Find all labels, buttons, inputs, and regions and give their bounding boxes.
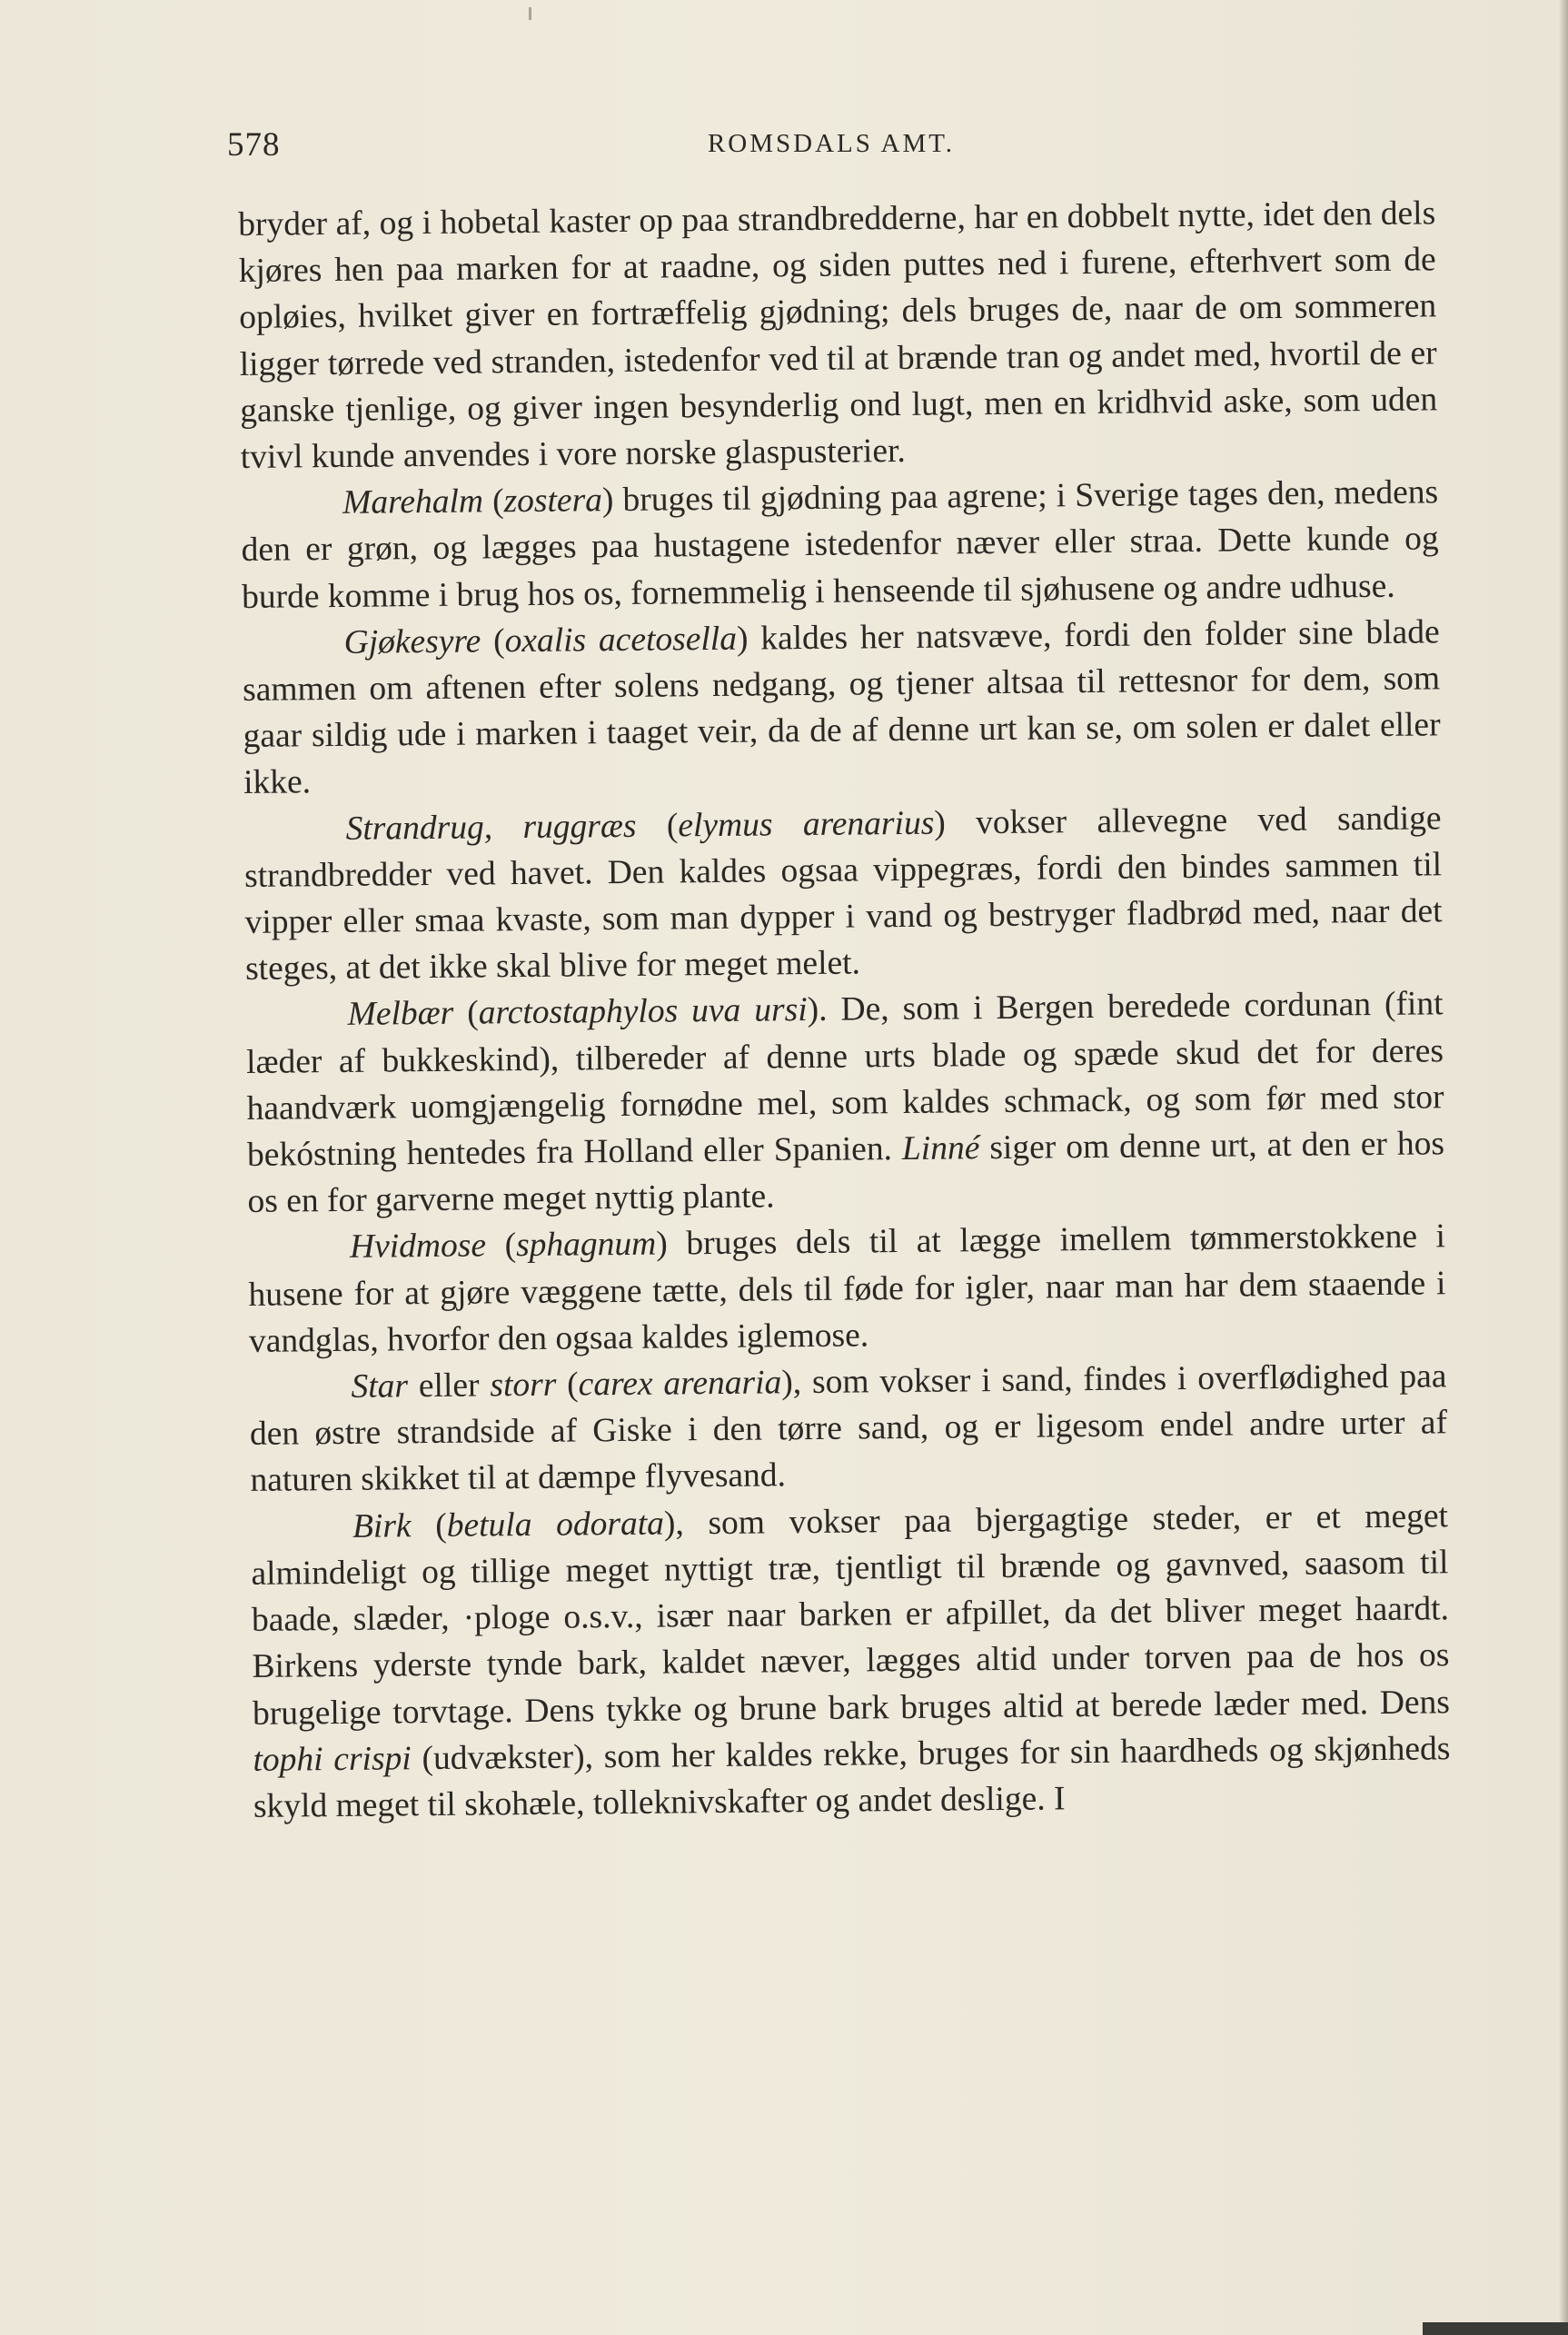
paragraph bbox=[251, 1493, 1451, 1830]
paragraph-text: ) vokser allevegne ved sandige strandbredder ved havet. Den kaldes ogsaa vippegræs, fordi den bindes sammen til vipper eller smaa kvaste, som man dypper i vand og bestryger fladbrød med, naar det steges, at det ikke skal blive for meget melet. bbox=[243, 799, 1443, 989]
paragraph bbox=[241, 470, 1439, 621]
paragraph-text: ( bbox=[453, 994, 479, 1033]
italic-term: Hvidmose bbox=[349, 1227, 487, 1267]
italic-term: Star bbox=[351, 1367, 409, 1406]
paragraph-text: ) bruges til gjødning paa agrene; i Sverige tages den, medens den er grøn, og lægges paa hustagene istedenfor næver eller straa. Dette kunde og burde komme i brug hos os, fornemmelig i henseende til sjøhusene og andre udhuse. bbox=[241, 473, 1439, 616]
paragraph bbox=[249, 1353, 1447, 1504]
paragraph-text: ( bbox=[481, 622, 505, 661]
italic-term: sphagnum bbox=[515, 1226, 657, 1265]
paragraph-text: ( bbox=[485, 1227, 517, 1265]
italic-term: oxalis acetosella bbox=[504, 620, 738, 661]
italic-term: Linné bbox=[901, 1129, 980, 1168]
italic-term: betula odorata bbox=[446, 1505, 665, 1545]
italic-term: carex arenaria bbox=[578, 1364, 782, 1404]
page-edge-shadow bbox=[1559, 0, 1568, 2335]
page-number: 578 bbox=[227, 126, 281, 164]
paragraph-text: ( bbox=[556, 1366, 579, 1404]
scan-mark bbox=[529, 7, 531, 20]
scan-border bbox=[1423, 2322, 1568, 2335]
italic-term: Melbær bbox=[347, 995, 454, 1034]
italic-term: Marehalm bbox=[342, 482, 484, 522]
body-text bbox=[238, 190, 1451, 1830]
paragraph-text: ) kaldes her natsvæve, fordi den folder sine blade sammen om aftenen efter solens nedgang, og tjener altsaa til rettesnor for dem, som gaar sildig ude i marken i taaget veir, da de af denne urt kan se, om solen er dalet eller ikke. bbox=[242, 613, 1441, 802]
italic-term: tophi crispi bbox=[253, 1739, 412, 1779]
paragraph-text: bryder af, og i hobetal kaster op paa strandbredderne, har en dobbelt nytte, idet den dels kjøres hen paa marken for at raadne, og siden puttes ned i furene, efterhvert som de opløies, hvilket giver en fortræffelig gjødning; dels bruges de, naar de om sommeren ligger tørrede ved stranden, istedenfor ved til at brænde tran og andet med, hvortil de er ganske tjenlige, og giver ingen besynderlig ond lugt, men en kridhvid aske, som uden tvivl kunde anvendes i vore norske glaspusterier. bbox=[238, 194, 1438, 477]
paragraph-text: eller bbox=[407, 1366, 491, 1406]
paragraph bbox=[245, 981, 1444, 1226]
italic-term: Strandrug, ruggræs bbox=[345, 807, 637, 848]
paragraph bbox=[248, 1214, 1446, 1365]
paragraph-text: ). De, som i Bergen beredede cordunan (fint læder af bukkeskind), tilbereder af denne urts blade og spæde skud det for deres haandværk uomgjængelig fornødne mel, som kaldes schmack, og som før med stor bekóstning hentedes fra Holland eller Spanien. bbox=[245, 985, 1444, 1175]
italic-term: arctostaphylos uva ursi bbox=[478, 991, 808, 1032]
paragraph-text: ) bruges dels til at lægge imellem tømmerstokkene i husene for at gjøre væggene tætte, dels til føde for igler, naar man har dem staaende i vandglas, hvorfor den ogsaa kaldes iglemose. bbox=[248, 1217, 1446, 1360]
paragraph-text: siger om denne urt, at den er hos os en for garverne meget nyttig plante. bbox=[247, 1125, 1445, 1221]
italic-term: elymus arenarius bbox=[678, 804, 935, 845]
paragraph-text: ), som vokser paa bjergagtige steder, er et meget almindeligt og tillige meget nyttigt træ, tjentligt til brænde og gavnved, saasom til baade, slæder, ·ploge o.s.v., især naar barken er afpillet, da det bliver meget haardt. Birkens yderste tynde bark, kaldet næver, lægges altid under torven paa de hos os brugelige torvtage. Dens tykke og brune bark bruges altid at berede læder med. Dens bbox=[251, 1496, 1451, 1733]
paragraph bbox=[243, 795, 1443, 992]
paragraph-text: ( bbox=[482, 482, 504, 521]
page-header bbox=[227, 125, 1435, 165]
italic-term: storr bbox=[490, 1366, 557, 1405]
italic-term: Birk bbox=[352, 1506, 412, 1545]
running-head: ROMSDALS AMT. bbox=[707, 129, 956, 158]
paragraph-text: ( bbox=[411, 1506, 447, 1545]
paragraph-text: (udvækster), som her kaldes rekke, bruges for sin haardheds og skjønheds skyld meget til skohæle, tolleknivskafter og andet deslige. I bbox=[253, 1729, 1451, 1825]
italic-term: Gjøkesyre bbox=[343, 622, 481, 661]
italic-term: zostera bbox=[503, 482, 603, 521]
paragraph bbox=[242, 609, 1441, 806]
paragraph-text: ( bbox=[636, 807, 679, 845]
paragraph bbox=[238, 190, 1438, 481]
paragraph-text: ), som vokser i sand, findes i overflødighed paa den østre strandside af Giske i den tørre sand, og er ligesom endel andre urter af naturen skikket til at dæmpe flyvesand. bbox=[249, 1357, 1448, 1500]
